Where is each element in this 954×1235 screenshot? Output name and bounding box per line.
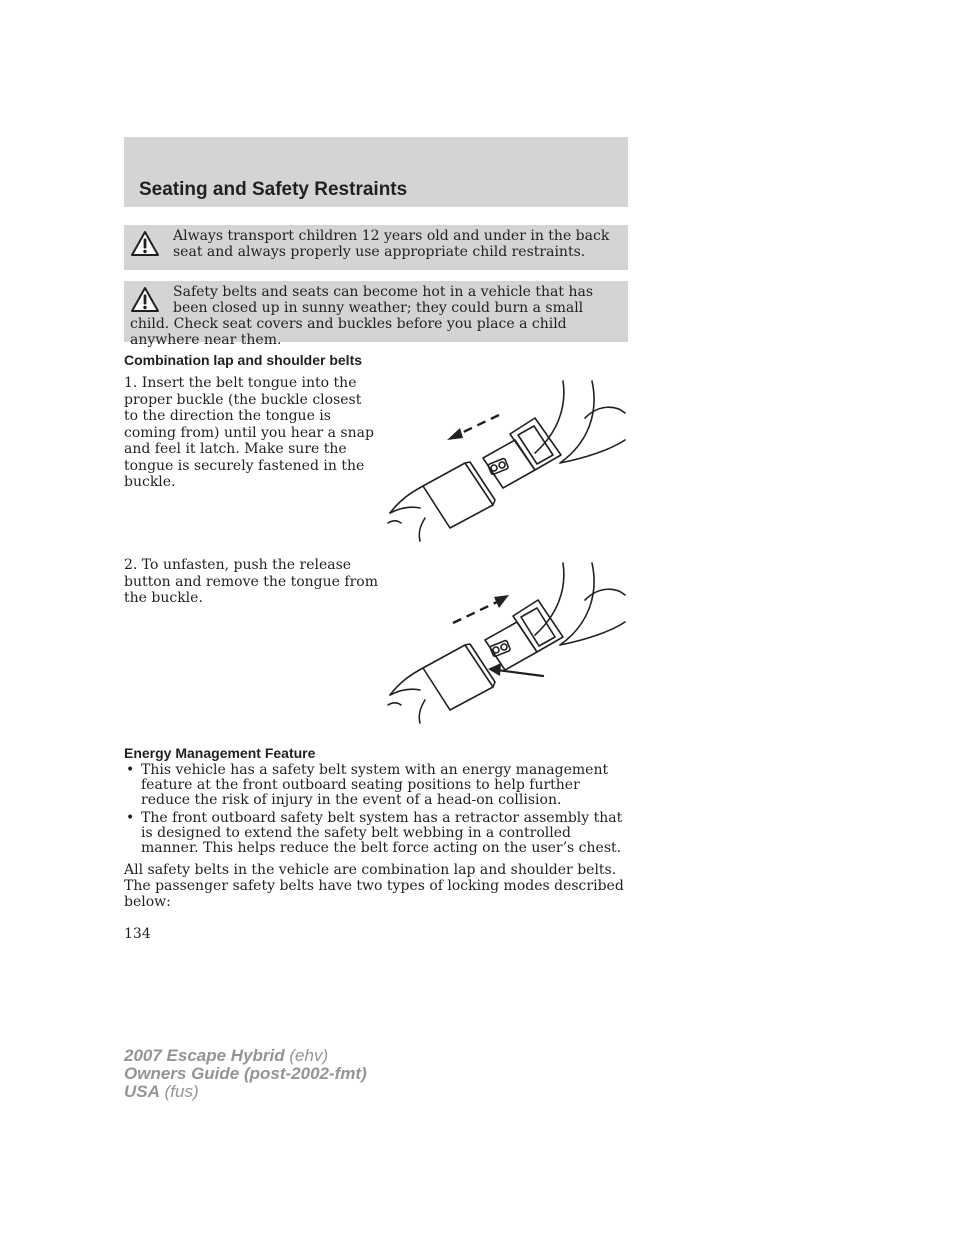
warning-box-children: [124, 225, 628, 270]
document-footer: [124, 1047, 367, 1101]
footer-guide: Owners Guide (post-2002-fmt): [124, 1064, 367, 1083]
step-1-text: 1. Insert the belt tongue into the proper buckle (the buckle closest to the direction the tongue is coming from) until you hear a snap and feel it latch. Make sure the tongue is securely fastened in the buckle.: [124, 375, 374, 490]
locking-modes-paragraph: All safety belts in the vehicle are combination lap and shoulder belts. The passenger safety belts have two types of locking modes described below:: [124, 862, 624, 910]
list-item: [124, 811, 628, 856]
belt-insert-illustration: [385, 378, 630, 545]
footer-market: USA: [124, 1082, 160, 1101]
warning-box-hot-seats: [124, 281, 628, 348]
warning-text: Safety belts and seats can become hot in a vehicle that has been closed up in sunny weather; they could burn a small child. Check seat covers and buckles before you place a child anywhere near them.: [130, 284, 594, 348]
warning-triangle-icon: [130, 230, 160, 258]
energy-management-heading: Energy Management Feature: [124, 745, 316, 761]
warning-triangle-icon: [130, 286, 160, 314]
energy-bullet-list: [124, 763, 628, 859]
list-item-text: This vehicle has a safety belt system with an energy management feature at the front outboard seating positions to help further reduce the risk of injury in the event of a head-on collision.: [141, 762, 609, 808]
bullet-icon: •: [126, 810, 135, 826]
section-title: Seating and Safety Restraints: [139, 179, 408, 200]
list-item-text: The front outboard safety belt system has a retractor assembly that is designed to extend the safety belt webbing in a controlled manner. This helps reduce the belt force acting on the user’s chest.: [141, 810, 623, 856]
bullet-icon: •: [126, 762, 135, 778]
section-header-band: [124, 137, 628, 207]
step-2-text: 2. To unfasten, push the release button and remove the tongue from the buckle.: [124, 557, 378, 606]
footer-model-code: (ehv): [289, 1046, 329, 1065]
footer-model: 2007 Escape Hybrid: [124, 1046, 285, 1065]
page-number: 134: [124, 926, 151, 942]
combination-belts-heading: Combination lap and shoulder belts: [124, 352, 363, 368]
belt-release-illustration: [385, 560, 630, 727]
warning-text: Always transport children 12 years old and under in the back seat and always properly use appropriate child restraints.: [173, 228, 610, 260]
footer-market-code: (fus): [164, 1082, 199, 1101]
list-item: [124, 763, 628, 808]
